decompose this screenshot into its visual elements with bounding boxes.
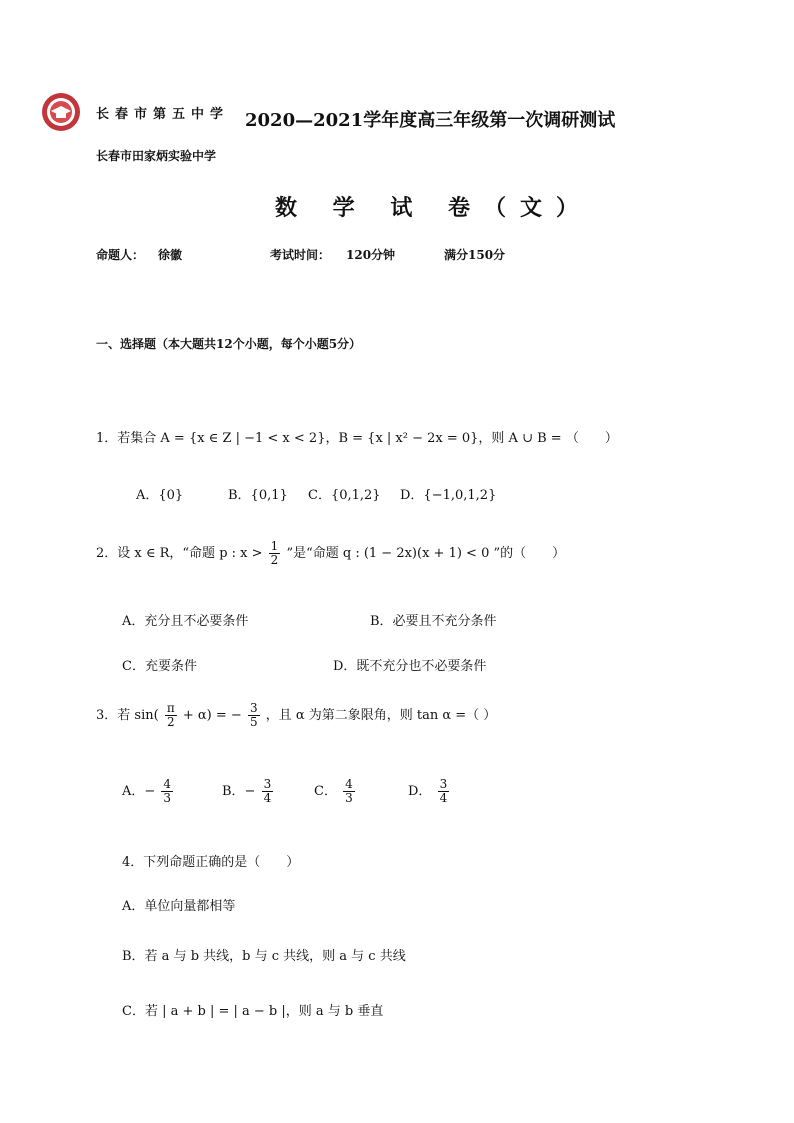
q3-pi-num: π <box>166 701 175 715</box>
q3-stem-pre: 3．若 sin( <box>96 708 159 724</box>
q3-d-den: 4 <box>439 791 448 806</box>
q3-pi-fraction <box>165 702 177 729</box>
school-logo <box>41 92 81 132</box>
q3-d-num: 3 <box>439 777 448 791</box>
q2-stem-post: ”是“命题 q : (1 − 2x)(x + 1) < 0 ”的（ ） <box>286 546 566 562</box>
q3-c-den: 3 <box>345 791 353 806</box>
q3-stem-post: ，且 α 为第二象限角，则 tan α =（ ） <box>265 708 497 724</box>
q3-option-a-fraction <box>161 778 173 805</box>
q1-option-d: D．{−1,0,1,2} <box>400 488 497 503</box>
q3-option-c <box>314 778 357 805</box>
q3-value-fraction <box>248 702 260 729</box>
q3-val-num: 3 <box>249 701 258 715</box>
q3-a-num: 4 <box>163 777 172 791</box>
school-name-2: 长春市田家炳实验中学 <box>96 149 217 163</box>
q2-option-b: B．必要且不充分条件 <box>370 614 497 629</box>
q3-option-d-label: D． <box>408 784 432 800</box>
q2-stem-pre: 2．设 x ∈ R，“命题 p : x > <box>96 546 263 562</box>
full-score: 满分150分 <box>444 248 506 262</box>
q3-option-b <box>222 778 275 805</box>
question-3-stem <box>96 702 496 729</box>
q2-frac-den: 2 <box>270 553 279 568</box>
q4-option-c: C．若 | a + b | = | a − b |，则 a 与 b 垂直 <box>122 1004 384 1019</box>
q3-option-a <box>122 778 175 805</box>
question-1-stem: 1．若集合 A = {x ∈ Z | −1 < x < 2}，B = {x | x² − 2x = 0}，则 A ∪ B = （ ） <box>96 431 618 446</box>
q2-option-a: A．充分且不必要条件 <box>122 614 249 629</box>
time-label: 考试时间： <box>270 248 331 262</box>
author-label: 命题人： <box>96 248 145 262</box>
q3-option-d <box>408 778 451 805</box>
q3-option-b-fraction <box>262 778 274 805</box>
q3-a-den: 3 <box>163 791 172 806</box>
q3-b-den: 4 <box>263 791 272 806</box>
q3-b-num: 3 <box>263 777 272 791</box>
school-name-1: 长春市第五中学 <box>96 107 230 122</box>
question-4-stem: 4．下列命题正确的是（ ） <box>122 855 300 870</box>
q3-option-a-label: A．− <box>122 784 156 800</box>
q1-option-a: A．{0} <box>136 488 184 503</box>
exam-title: 2020—2021学年度高三年级第一次调研测试 <box>245 110 616 131</box>
q3-stem-mid: + α) = − <box>182 708 242 724</box>
q3-pi-den: 2 <box>166 715 175 730</box>
author-name: 徐徽 <box>158 248 183 262</box>
time-value: 120分钟 <box>346 248 396 262</box>
q3-option-c-label: C． <box>314 784 337 800</box>
q4-option-a: A．单位向量都相等 <box>122 899 236 914</box>
q1-option-c: C．{0,1,2} <box>308 488 381 503</box>
section-title: 一、选择题（本大题共12个小题，每个小题5分） <box>96 337 362 351</box>
q1-option-b: B．{0,1} <box>228 488 288 503</box>
q3-val-den: 5 <box>249 715 258 730</box>
question-2-stem <box>96 540 565 567</box>
q2-option-d: D．既不充分也不必要条件 <box>333 659 487 674</box>
q2-option-c: C．充要条件 <box>122 659 197 674</box>
q3-option-d-fraction <box>438 778 450 805</box>
paper-title: 数 学 试 卷（文） <box>275 195 592 221</box>
q2-fraction <box>269 540 281 567</box>
q4-option-b: B．若 a 与 b 共线，b 与 c 共线，则 a 与 c 共线 <box>122 949 406 964</box>
q3-option-c-fraction <box>343 778 355 805</box>
q3-option-b-label: B．− <box>222 784 256 800</box>
q3-c-num: 4 <box>345 777 353 791</box>
q2-frac-num: 1 <box>270 539 279 553</box>
